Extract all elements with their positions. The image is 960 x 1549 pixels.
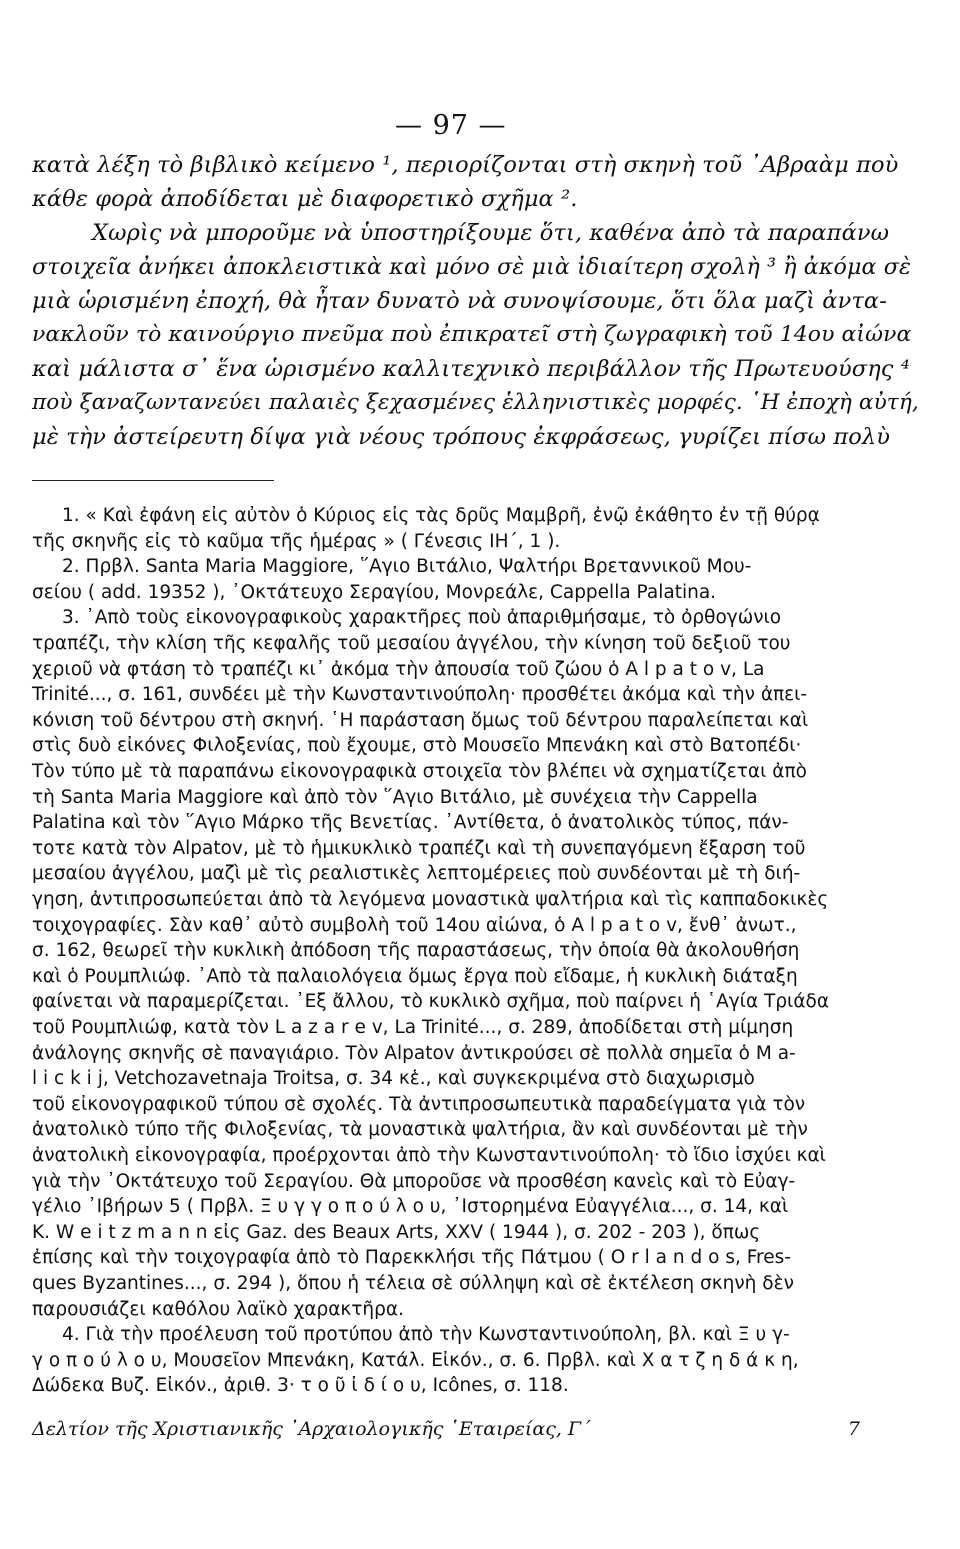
- footnote-line: γιὰ τὴν ᾽Οκτάτευχο τοῦ Σεραγίου. Θὰ μποροῦσε νὰ προσθέση κανεὶς καὶ τὸ Εὐαγ-: [32, 1170, 796, 1192]
- footnote-line: γ ο π ο ύ λ ο υ, Μουσεῖον Μπενάκη, Κατάλ. Εἰκόν., σ. 6. Πρβλ. καὶ Χ α τ ζ η δ ά κ η,: [32, 1349, 799, 1371]
- footnote-line: ques Byzantines..., σ. 294 ), ὅπου ἡ τέλεια σὲ σύλληψη καὶ σὲ ἐκτέλεση σκηνὴ δὲν: [32, 1273, 794, 1294]
- footnote-line: Trinité..., σ. 161, συνδέει μὲ τὴν Κωνσταντινούπολη· προσθέτει ἀκόμα καὶ τὴν ἀπει-: [32, 684, 808, 706]
- footnote-line: φαίνεται νὰ παραμερίζεται. ᾽Εξ ἄλλου, τὸ κυκλικὸ σχῆμα, ποὺ παίρνει ἡ ῾Αγία Τριάδα: [32, 991, 830, 1013]
- footnote-line: Δώδεκα Βυζ. Εἰκόν., ἀριθ. 3· τ ο ῦ ἰ δ ί ο υ, Icônes, σ. 118.: [32, 1375, 569, 1397]
- footnote-line: ἀνατολικὴ εἰκονογραφία, προέρχονται ἀπὸ τὴν Κωνσταντινούπολη· τὸ ἴδιο ἰσχύει καὶ: [32, 1145, 826, 1166]
- signature-mark: 7: [847, 1418, 860, 1440]
- footnote-line: κόνιση τοῦ δέντρου στὴ σκηνή. ῾Η παράσταση ὅμως τοῦ δέντρου παραλείπεται καὶ: [32, 709, 809, 731]
- footnote-line: χεριοῦ νὰ φτάση τὸ τραπέζι κι᾽ ἀκόμα τὴν ἀπουσία τοῦ ζώου ὁ A l p a t o v, La: [32, 658, 765, 680]
- body-line: κάθε φορὰ ἀποδίδεται μὲ διαφορετικὸ σχῆμα ².: [32, 186, 578, 212]
- footnote-line: γηση, ἀντιπροσωπεύεται ἀπὸ τὰ λεγόμενα μοναστικὰ ψαλτήρια καὶ τὶς καππαδοκικὲς: [32, 889, 829, 910]
- footnote-line: τοῦ εἰκονογραφικοῦ τύπου σὲ σχολές. Τὰ ἀντιπροσωπευτικὰ παραδείγματα γιὰ τὸν: [32, 1093, 806, 1115]
- footnote-line: ἐπίσης καὶ τὴν τοιχογραφία ἀπὸ τὸ Παρεκκλήσι τῆς Πάτμου ( O r l a n d o s, Fres-: [32, 1247, 791, 1269]
- body-line: ποὺ ξαναζωντανεύει παλαιὲς ξεχασμένες ἑλληνιστικὲς μορφές. ῾Η ἐποχὴ αὐτή,: [32, 390, 919, 415]
- footnote-line: Τὸν τύπο μὲ τὰ παραπάνω εἰκονογραφικὰ στοιχεῖα τὸν βλέπει νὰ σχηματίζεται ἀπὸ: [32, 761, 807, 782]
- body-line: καὶ μάλιστα σ᾽ ἕνα ὡρισμένο καλλιτεχνικὸ περιβάλλον τῆς Πρωτευούσης ⁴: [32, 356, 910, 382]
- footnote-line: γέλιο ᾽Ιβήρων 5 ( Πρβλ. Ξ υ γ γ ο π ο ύ λ ο υ, ᾽Ιστορημένα Εὐαγγέλια..., σ. 14, καὶ: [32, 1196, 789, 1218]
- footnote-line: 3. ᾽Απὸ τοὺς εἰκονογραφικοὺς χαρακτῆρες ποὺ ἀπαριθμήσαμε, τὸ ὀρθογώνιο: [62, 607, 782, 629]
- body-line: στοιχεῖα ἀνήκει ἀποκλειστικὰ καὶ μόνο σὲ μιὰ ἰδιαίτερη σχολὴ ³ ἢ ἀκόμα σὲ: [32, 254, 911, 280]
- body-line: μιὰ ὡρισμένη ἐποχή, θὰ ἦταν δυνατὸ νὰ συνοψίσουμε, ὅτι ὅλα μαζὶ ἀντα-: [32, 288, 887, 314]
- page-number: — 97 —: [395, 110, 507, 141]
- footnote-line: τοτε κατὰ τὸν Alpatov, μὲ τὸ ἡμικυκλικὸ τραπέζι καὶ τὴ συνεπαγόμενη ἔξαρση τοῦ: [32, 837, 806, 859]
- footnote-line: 2. Πρβλ. Santa Maria Maggiore, ῞Αγιο Βιτάλιο, Ψαλτήρι Βρεταννικοῦ Μου-: [62, 556, 752, 578]
- footnote-line: τῆς σκηνῆς εἰς τὸ καῦμα τῆς ἡμέρας » ( Γένεσις ΙΗ΄, 1 ).: [32, 530, 561, 552]
- journal-title: Δελτίον τῆς Χριστιανικῆς ᾽Αρχαιολογικῆς ῾Εταιρείας, Γ΄: [32, 1418, 591, 1440]
- footnote-line: l i c k i j, Vetchozavetnaja Troitsa, σ. 34 κἑ., καὶ συγκεκριμένα στὸ διαχωρισμὸ: [32, 1068, 755, 1090]
- footnote-line: τὴ Santa Maria Maggiore καὶ ἀπὸ τὸν ῞Αγιο Βιτάλιο, μὲ συνέχεια τὴν Cappella: [32, 786, 758, 808]
- footnote-line: ἀνατολικὸ τύπο τῆς Φιλοξενίας, τὰ μοναστικὰ ψαλτήρια, ἂν καὶ συνδέονται μὲ τὴν: [32, 1119, 808, 1141]
- body-line: νακλοῦν τὸ καινούργιο πνεῦμα ποὺ ἐπικρατεῖ στὴ ζωγραφικὴ τοῦ 14ου αἰώνα: [32, 322, 912, 347]
- footnote-line: τοῦ Ρουμπλιώφ, κατὰ τὸν L a z a r e v, La Trinité..., σ. 289, ἀποδίδεται στὴ μίμηση: [32, 1017, 794, 1038]
- body-line: Χωρὶς νὰ μποροῦμε νὰ ὑποστηρίξουμε ὅτι, καθένα ἀπὸ τὰ παραπάνω: [92, 220, 890, 246]
- footnote-line: Palatina καὶ τὸν ῞Αγιο Μάρκο τῆς Βενετίας. ᾽Αντίθετα, ὁ ἀνατολικὸς τύπος, πάν-: [32, 812, 789, 834]
- footnote-line: καὶ ὁ Ρουμπλιώφ. ᾽Απὸ τὰ παλαιολόγεια ὅμως ἔργα ποὺ εἴδαμε, ἡ κυκλικὴ διάταξη: [32, 965, 798, 987]
- footnote-line: μεσαίου ἀγγέλου, μαζὶ μὲ τὶς ρεαλιστικὲς λεπτομέρειες ποὺ συνδέονται μὲ τὴ διή-: [32, 863, 801, 885]
- footnote-line: ἀνάλογης σκηνῆς σὲ παναγιάριο. Τὸν Alpatov ἀντικρούσει σὲ πολλὰ σημεῖα ὁ M a-: [32, 1042, 796, 1064]
- footnote-divider: [32, 480, 274, 481]
- footnote-line: τοιχογραφίες. Σὰν καθ᾽ αὐτὸ συμβολὴ τοῦ 14ου αἰώνα, ὁ A l p a t o v, ἔνθ᾽ ἀνωτ.,: [32, 914, 797, 936]
- footnote-line: 4. Γιὰ τὴν προέλευση τοῦ προτύπου ἀπὸ τὴν Κωνσταντινούπολη, βλ. καὶ Ξ υ γ-: [62, 1324, 790, 1346]
- footnote-line: τραπέζι, τὴν κλίση τῆς κεφαλῆς τοῦ μεσαίου ἀγγέλου, τὴν κίνηση τοῦ δεξιοῦ του: [32, 633, 791, 654]
- journal-footer: [32, 1418, 920, 1440]
- body-line: μὲ τὴν ἀστείρευτη δίψα γιὰ νέους τρόπους ἐκφράσεως, γυρίζει πίσω πολὺ: [32, 424, 890, 450]
- footnote-line: K. W e i t z m a n n εἰς Gaz. des Beaux Arts, XXV ( 1944 ), σ. 202 - 203 ), ὅπως: [32, 1221, 761, 1243]
- footnote-line: παρουσιάζει καθόλου λαϊκὸ χαρακτῆρα.: [32, 1298, 404, 1320]
- footnote-line: στὶς δυὸ εἰκόνες Φιλοξενίας, ποὺ ἔχουμε, στὸ Μουσεῖο Μπενάκη καὶ στὸ Βατοπέδι·: [32, 735, 802, 757]
- footnote-line: σείου ( add. 19352 ), ᾽Οκτάτευχο Σεραγίου, Μονρεάλε, Cappella Palatina.: [32, 581, 717, 603]
- body-line: κατὰ λέξη τὸ βιβλικὸ κείμενο ¹, περιορίζονται στὴ σκηνὴ τοῦ ᾽Αβραὰμ ποὺ: [32, 152, 899, 178]
- footnote-line: 1. « Καὶ ἐφάνη εἰς αὐτὸν ὁ Κύριος εἰς τὰς δρῦς Μαμβρῆ, ἐνῷ ἐκάθητο ἐν τῇ θύρᾳ: [62, 505, 820, 526]
- footnote-line: σ. 162, θεωρεῖ τὴν κυκλικὴ ἀπόδοση τῆς παραστάσεως, τὴν ὁποία θὰ ἀκολουθήση: [32, 940, 800, 962]
